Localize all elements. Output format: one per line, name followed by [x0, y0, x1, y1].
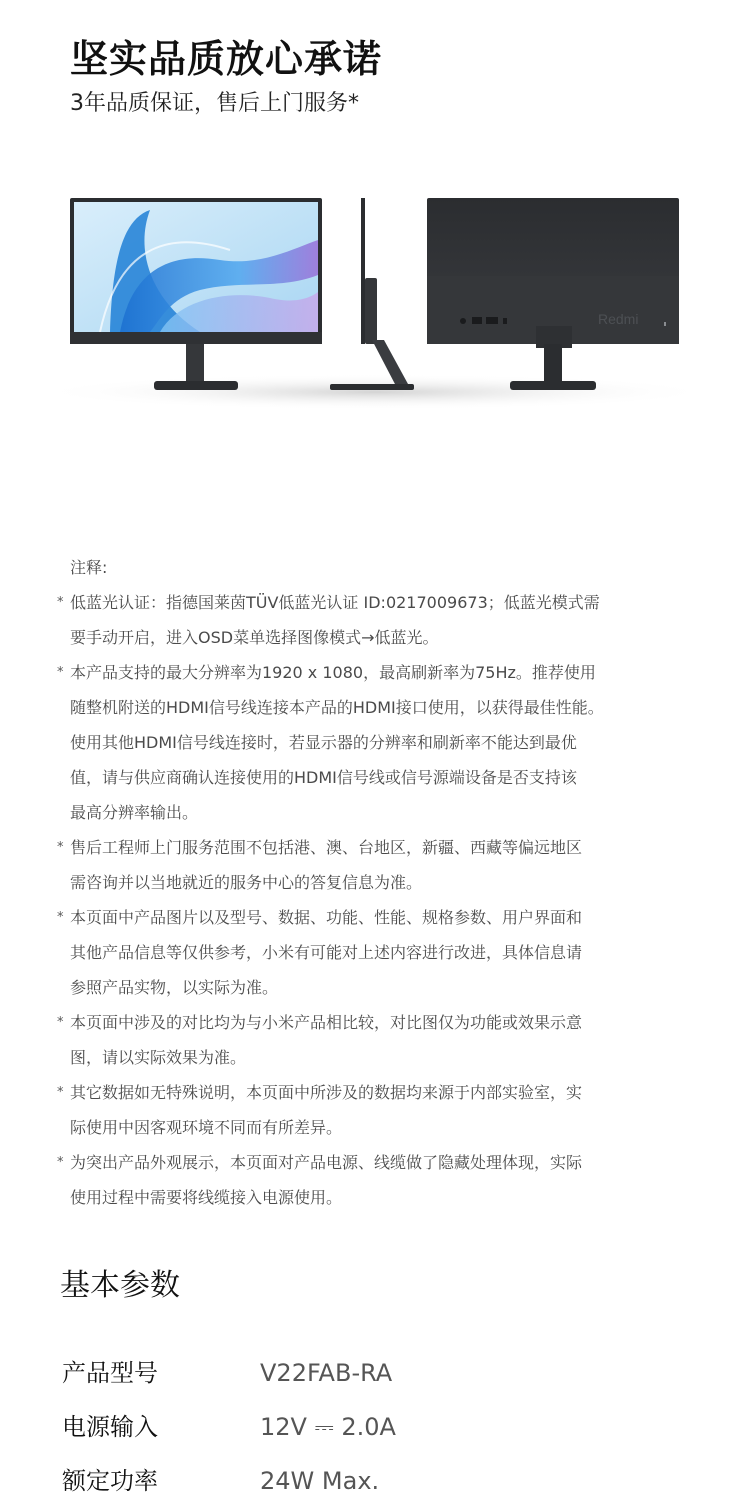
footnotes-list: [57, 585, 697, 1215]
footnote-line: 使用其他HDMI信号线连接时，若显示器的分辨率和刷新率不能达到最优: [70, 733, 577, 752]
spec-label: 电源输入: [62, 1413, 158, 1441]
footnote-line: 参照产品实物，以实际为准。: [70, 978, 279, 997]
footnote-line: 其他产品信息等仅供参考，小米有可能对上述内容进行改进，具体信息请: [70, 943, 583, 962]
spec-row-rated-power: [62, 1461, 379, 1501]
monitor-side-view: [330, 198, 414, 390]
footnote-line: 低蓝光认证：指德国莱茵TÜV低蓝光认证 ID:0217009673；低蓝光模式需: [70, 593, 600, 612]
footnote-line: 要手动开启，进入OSD菜单选择图像模式→低蓝光。: [70, 628, 439, 647]
asterisk-icon: *: [57, 910, 64, 925]
asterisk-icon: *: [57, 1085, 64, 1100]
spec-value: V22FAB-RA: [260, 1359, 393, 1387]
asterisk-icon: *: [57, 1015, 64, 1030]
spec-row-power-input: [62, 1407, 396, 1447]
footnotes-heading: 注释:: [70, 558, 108, 577]
monitor-product-image: [0, 180, 750, 450]
footnote-line: 本页面中产品图片以及型号、数据、功能、性能、规格参数、用户界面和: [70, 908, 583, 927]
spec-label: 产品型号: [62, 1359, 158, 1387]
spec-row-model: [62, 1353, 392, 1393]
footnote-line: 图，请以实际效果为准。: [70, 1048, 247, 1067]
asterisk-icon: *: [57, 840, 64, 855]
asterisk-icon: *: [57, 665, 64, 680]
spec-label: 额定功率: [62, 1467, 158, 1495]
footnote-line: 需咨询并以当地就近的服务中心的答复信息为准。: [70, 873, 423, 892]
asterisk-icon: *: [57, 1155, 64, 1170]
spec-value: 24W Max.: [260, 1467, 380, 1495]
footnote-line: 为突出产品外观展示，本页面对产品电源、线缆做了隐藏处理体现，实际: [70, 1153, 583, 1172]
page-title: 坚实品质放心承诺: [70, 37, 383, 81]
footnote-line: 本产品支持的最大分辨率为1920 x 1080，最高刷新率为75Hz。推荐使用: [70, 663, 596, 682]
footnote-line: 售后工程师上门服务范围不包括港、澳、台地区，新疆、西藏等偏远地区: [70, 838, 583, 857]
footnote-line: 随整机附送的HDMI信号线连接本产品的HDMI接口使用，以获得最佳性能。: [70, 698, 604, 717]
monitor-front-view: [70, 198, 322, 390]
footnote-line: 其它数据如无特殊说明，本页面中所涉及的数据均来源于内部实验室，实: [70, 1083, 583, 1102]
footnote-line: 值，请与供应商确认连接使用的HDMI信号线或信号源端设备是否支持该: [70, 768, 577, 787]
footnote-item: [57, 900, 697, 1005]
footnote-line: 本页面中涉及的对比均为与小米产品相比较，对比图仅为功能或效果示意: [70, 1013, 583, 1032]
spec-value: 12V ⎓ 2.0A: [260, 1413, 396, 1441]
footnote-item: [57, 585, 697, 655]
page-subtitle: 3年品质保证，售后上门服务*: [70, 91, 359, 116]
footnote-line: 际使用中因客观环境不同而有所差异。: [70, 1118, 343, 1137]
footnote-item: [57, 830, 697, 900]
footnote-item: [57, 1145, 697, 1215]
footnote-item: [57, 1075, 697, 1145]
footnote-line: 使用过程中需要将线缆接入电源使用。: [70, 1188, 343, 1207]
brand-logo: Redmi: [598, 311, 639, 327]
footnote-item: [57, 1005, 697, 1075]
specs-title: 基本参数: [60, 1268, 180, 1303]
footnotes: [57, 550, 697, 1215]
asterisk-icon: *: [57, 595, 64, 610]
footnote-item: [57, 655, 697, 830]
monitor-back-view: [427, 198, 679, 390]
footnote-line: 最高分辨率输出。: [70, 803, 199, 822]
